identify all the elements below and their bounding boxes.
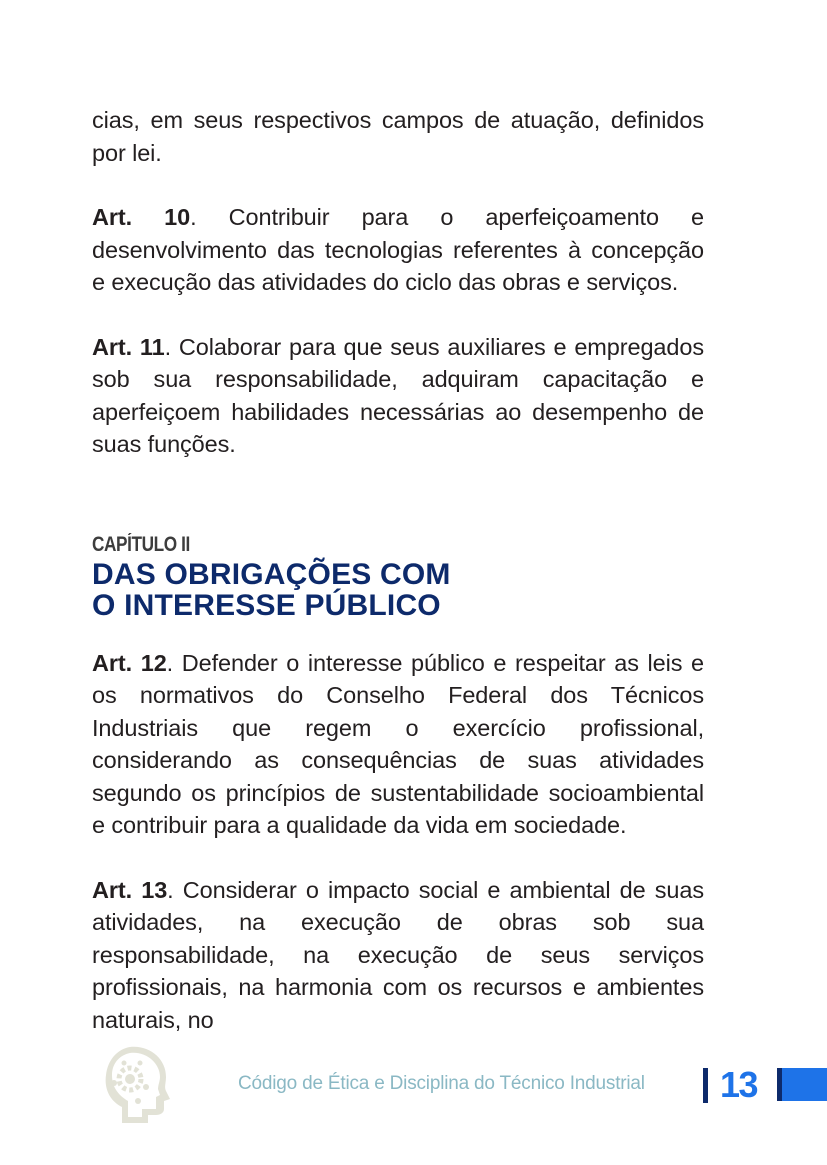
head-gear-lightbulb-icon bbox=[100, 1043, 172, 1125]
chapter-label: CAPÍTULO II bbox=[92, 532, 190, 556]
article-text: . Contribuir para o aperfeiçoamento e desenvolvimento das tecnologias referentes à concepção e execução das atividades do ciclo das obras e serviços. bbox=[92, 204, 704, 295]
chapter-title-line-1: DAS OBRIGAÇÕES COM bbox=[92, 557, 451, 591]
article-label: Art. 13 bbox=[92, 876, 168, 903]
footer-page-tab bbox=[782, 1068, 827, 1101]
article-11 bbox=[92, 331, 704, 461]
article-text: . Considerar o impacto social e ambiental de suas atividades, na execução de obras sob sua responsabilidade, na execução de seus serviços profissionais, na harmonia com os recursos e ambientes naturais, no bbox=[92, 876, 704, 1033]
continuation-paragraph: cias, em seus respectivos campos de atuação, definidos por lei. bbox=[92, 107, 704, 166]
footer-document-title: Código de Ética e Disciplina do Técnico Industrial bbox=[238, 1073, 645, 1094]
chapter-title-line-2: O INTERESSE PÚBLICO bbox=[92, 588, 441, 622]
page-number: 13 bbox=[720, 1064, 758, 1105]
article-10 bbox=[92, 201, 704, 299]
article-label: Art. 10 bbox=[92, 204, 191, 230]
article-label: Art. 12 bbox=[92, 649, 167, 676]
article-label: Art. 11 bbox=[92, 333, 165, 360]
article-12 bbox=[92, 647, 704, 842]
footer-divider bbox=[703, 1068, 708, 1103]
article-text: . Colaborar para que seus auxiliares e empregados sob sua responsabilidade, adquiram capacitação e aperfeiçoem habilidades necessárias ao desempenho de suas funções. bbox=[92, 333, 704, 457]
page-body bbox=[92, 104, 704, 1036]
article-13 bbox=[92, 874, 704, 1037]
article-text: . Defender o interesse público e respeitar as leis e os normativos do Conselho Federal dos Técnicos Industriais que regem o exercício profissional, considerando as consequências de suas atividades segundo os princípios de sustentabilidade socioambiental e contribuir para a qualidade da vida em sociedade. bbox=[92, 649, 704, 838]
chapter-title bbox=[92, 559, 704, 621]
